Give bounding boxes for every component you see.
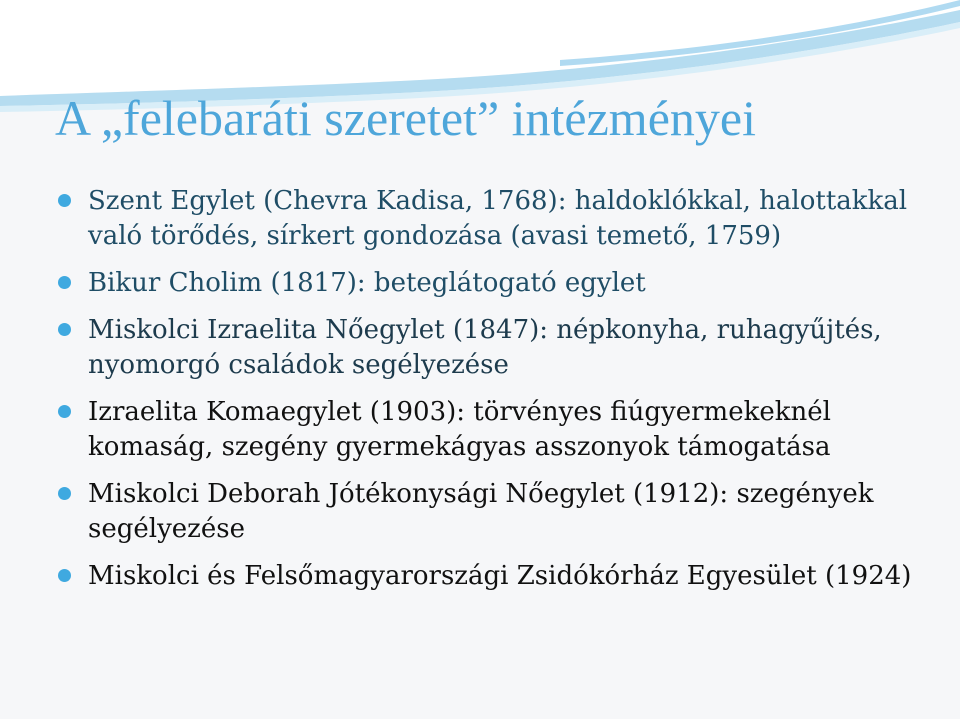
bullet-icon bbox=[58, 194, 71, 207]
bullet-text: Miskolci és Felsőmagyarországi Zsidókórház Egyesület (1924) bbox=[88, 561, 912, 591]
bullet-list bbox=[88, 184, 938, 606]
bullet-item bbox=[88, 395, 938, 465]
bullet-item bbox=[88, 477, 938, 547]
bullet-text: Izraelita Komaegylet (1903): törvényes fiúgyermekeknél komaság, szegény gyermekágyas asszonyok támogatása bbox=[88, 397, 831, 462]
bullet-item bbox=[88, 184, 938, 254]
bullet-item bbox=[88, 266, 938, 301]
bullet-text: Miskolci Izraelita Nőegylet (1847): népkonyha, ruhagyűjtés, nyomorgó családok segélyezése bbox=[88, 315, 882, 380]
bullet-item bbox=[88, 313, 938, 383]
slide-title: A „felebaráti szeretet” intézményei bbox=[55, 90, 756, 146]
bullet-icon bbox=[58, 405, 71, 418]
bullet-icon bbox=[58, 323, 71, 336]
bullet-item bbox=[88, 559, 938, 594]
bullet-icon bbox=[58, 569, 71, 582]
bullet-text: Miskolci Deborah Jótékonysági Nőegylet (1912): szegények segélyezése bbox=[88, 479, 874, 544]
bullet-icon bbox=[58, 276, 71, 289]
bullet-icon bbox=[58, 487, 71, 500]
bullet-text: Bikur Cholim (1817): beteglátogató egylet bbox=[88, 268, 646, 298]
bullet-text: Szent Egylet (Chevra Kadisa, 1768): haldoklókkal, halottakkal való törődés, sírkert gondozása (avasi temető, 1759) bbox=[88, 186, 908, 251]
